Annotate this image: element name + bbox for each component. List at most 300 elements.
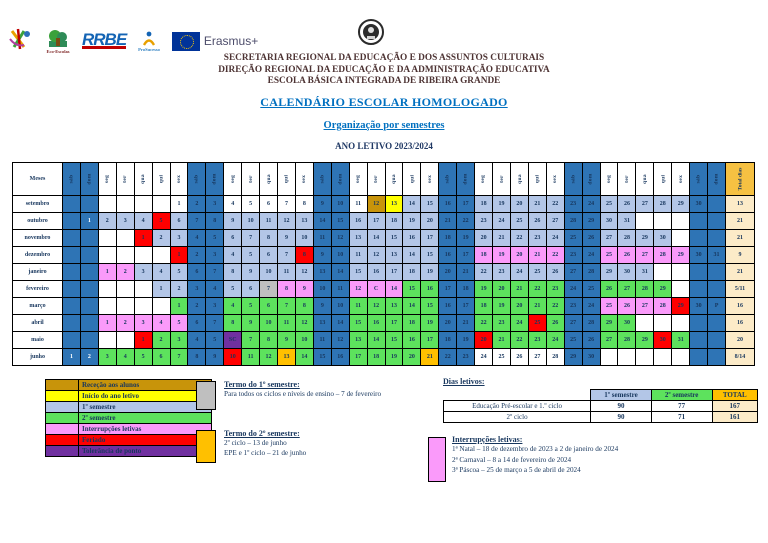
day-cell: 20	[511, 298, 529, 315]
day-cell: 25	[583, 281, 601, 298]
day-cell: 12	[368, 298, 386, 315]
day-cell: 12	[332, 230, 350, 247]
day-cell: 1	[99, 315, 117, 332]
day-cell: 8	[296, 247, 314, 264]
day-cell: 10	[332, 298, 350, 315]
day-cell: 3	[135, 315, 153, 332]
day-cell: 14	[368, 230, 386, 247]
weekday-header-label: sex	[301, 174, 308, 184]
day-cell: 7	[171, 349, 189, 366]
interrupcoes-block	[452, 435, 752, 476]
day-cell: 15	[386, 230, 404, 247]
day-cell: 21	[421, 349, 439, 366]
color-key-swatch	[46, 446, 79, 457]
day-cell: 29	[601, 264, 619, 281]
day-cell: 10	[296, 230, 314, 247]
weekday-header-label: dom	[713, 173, 720, 185]
day-cell: 18	[439, 230, 457, 247]
rrbe-logo: RRBE	[82, 29, 127, 49]
month-label: junho	[13, 349, 63, 366]
day-cell: 11	[350, 247, 368, 264]
dias-letivos-row-1	[444, 401, 758, 412]
weekday-header	[439, 163, 457, 196]
day-cell: C	[368, 281, 386, 298]
meses-header: Meses	[13, 163, 63, 196]
month-label: setembro	[13, 196, 63, 213]
empty-day-cell	[81, 230, 99, 247]
day-cell: 11	[314, 332, 332, 349]
weekday-header	[296, 163, 314, 196]
day-cell: 13	[314, 315, 332, 332]
day-cell: 13	[386, 298, 404, 315]
day-cell: 26	[583, 230, 601, 247]
day-cell: 22	[457, 213, 475, 230]
calendar-grid	[12, 162, 755, 366]
color-key-row	[46, 413, 212, 424]
day-cell: 24	[583, 298, 601, 315]
day-cell: 22	[511, 230, 529, 247]
day-cell: 18	[386, 213, 404, 230]
day-cell: 21	[529, 196, 547, 213]
day-cell: 27	[529, 349, 547, 366]
eco-escolas-icon	[46, 29, 70, 49]
empty-day-cell	[99, 298, 117, 315]
day-cell: 24	[547, 332, 565, 349]
empty-day-cell	[690, 213, 708, 230]
day-cell: 15	[421, 196, 439, 213]
weekday-header	[171, 163, 189, 196]
day-cell: 11	[278, 315, 296, 332]
weekday-header	[350, 163, 368, 196]
day-cell: 3	[99, 349, 117, 366]
day-cell: 6	[224, 230, 242, 247]
dias-letivos-row1-total: 167	[712, 401, 758, 412]
color-key-row	[46, 391, 212, 402]
empty-day-cell	[708, 315, 726, 332]
day-cell: 12	[278, 213, 296, 230]
day-cell: 6	[242, 281, 260, 298]
day-cell: 14	[368, 332, 386, 349]
day-cell: 28	[583, 315, 601, 332]
day-cell: 31	[636, 264, 654, 281]
weekday-header	[242, 163, 260, 196]
weekday-header-label: sex	[175, 174, 182, 184]
weekday-header	[618, 163, 636, 196]
day-cell: 23	[493, 264, 511, 281]
day-cell: 16	[368, 315, 386, 332]
day-cell: 20	[439, 315, 457, 332]
empty-day-cell	[690, 264, 708, 281]
day-cell: 6	[260, 196, 278, 213]
day-cell: 12	[368, 247, 386, 264]
empty-day-cell	[708, 332, 726, 349]
weekday-header	[135, 163, 153, 196]
weekday-header-label: qua	[641, 174, 648, 184]
day-cell: 7	[260, 281, 278, 298]
day-cell: 8	[224, 264, 242, 281]
page-subtitle: Organização por semestres	[323, 119, 445, 131]
day-cell: 13	[314, 264, 332, 281]
termo1-title: Termo do 1º semestre:	[224, 380, 300, 389]
color-key-row	[46, 380, 212, 391]
color-key-swatch	[46, 424, 79, 435]
empty-day-cell	[135, 247, 153, 264]
day-cell: 1	[153, 281, 171, 298]
day-cell: 28	[565, 213, 583, 230]
weekday-header	[565, 163, 583, 196]
day-cell: 14	[332, 315, 350, 332]
day-cell: 24	[583, 247, 601, 264]
day-cell: 25	[529, 315, 547, 332]
day-cell: 17	[350, 349, 368, 366]
day-cell: 6	[188, 264, 206, 281]
day-cell: 17	[421, 230, 439, 247]
interrupcoes-list	[452, 444, 752, 476]
day-cell: 7	[242, 230, 260, 247]
empty-day-cell	[601, 349, 619, 366]
day-cell: 4	[224, 298, 242, 315]
weekday-header-label: sáb	[68, 174, 75, 184]
empty-day-cell	[153, 247, 171, 264]
day-cell: 2	[153, 230, 171, 247]
day-cell: 30	[690, 298, 708, 315]
day-cell: 19	[493, 298, 511, 315]
day-cell: 23	[565, 298, 583, 315]
color-key-label: Tolerância de ponto	[79, 446, 212, 457]
weekday-header-label: qua	[390, 174, 397, 184]
day-cell: 24	[493, 213, 511, 230]
day-cell: 25	[565, 332, 583, 349]
empty-day-cell	[99, 332, 117, 349]
day-cell: 22	[529, 281, 547, 298]
day-cell: 1	[171, 298, 189, 315]
empty-day-cell	[81, 332, 99, 349]
day-cell: 16	[332, 349, 350, 366]
day-cell: 10	[260, 264, 278, 281]
empty-day-cell	[99, 281, 117, 298]
empty-day-cell	[63, 281, 81, 298]
termo1-line: Para todos os ciclos e níveis de ensino – 7 de fevereiro	[224, 390, 382, 398]
dias-letivos-row1-label: Educação Pré-escolar e 1.º ciclo	[444, 401, 591, 412]
day-cell: 5	[171, 264, 189, 281]
day-cell: 5	[242, 298, 260, 315]
day-cell: 20	[475, 332, 493, 349]
day-cell: 7	[206, 315, 224, 332]
day-cell: 29	[672, 247, 690, 264]
day-cell: 10	[242, 213, 260, 230]
empty-day-cell	[81, 281, 99, 298]
day-cell: 24	[583, 196, 601, 213]
weekday-header-label: ter	[623, 175, 630, 183]
termo1-swatch	[196, 381, 216, 410]
day-cell: 28	[618, 230, 636, 247]
empty-day-cell	[672, 213, 690, 230]
month-total-cell: 8/14	[726, 349, 755, 366]
day-cell: 18	[368, 349, 386, 366]
empty-day-cell	[81, 298, 99, 315]
day-cell: 11	[350, 196, 368, 213]
day-cell: 1	[135, 230, 153, 247]
weekday-header	[332, 163, 350, 196]
weekday-header	[511, 163, 529, 196]
day-cell: 22	[547, 247, 565, 264]
empty-day-cell	[708, 349, 726, 366]
day-cell: 26	[618, 247, 636, 264]
interrupcao-item: 2ª Carnaval – 8 a 14 de fevereiro de 2024	[452, 455, 572, 464]
month-label: março	[13, 298, 63, 315]
day-cell: 9	[242, 315, 260, 332]
day-cell: 30	[618, 264, 636, 281]
month-label: abril	[13, 315, 63, 332]
empty-day-cell	[117, 196, 135, 213]
day-cell: 29	[654, 281, 672, 298]
color-key-swatch	[46, 391, 79, 402]
weekday-header	[421, 163, 439, 196]
empty-day-cell	[63, 264, 81, 281]
day-cell: 19	[493, 196, 511, 213]
day-cell: 28	[583, 264, 601, 281]
day-cell: 19	[421, 264, 439, 281]
day-cell: 30	[601, 213, 619, 230]
day-cell: 10	[314, 281, 332, 298]
termo2-line-2: EPE e 1º ciclo – 21 de junho	[224, 449, 307, 457]
empty-day-cell	[672, 349, 690, 366]
day-cell: 30	[690, 196, 708, 213]
weekday-header-label: qui	[408, 174, 415, 184]
day-cell: 4	[206, 281, 224, 298]
empty-day-cell	[636, 315, 654, 332]
weekday-header-label: sáb	[695, 174, 702, 184]
weekday-header	[153, 163, 171, 196]
weekday-header	[386, 163, 404, 196]
day-cell: 29	[672, 298, 690, 315]
empty-day-cell	[63, 332, 81, 349]
empty-day-cell	[708, 281, 726, 298]
day-cell: 31	[672, 332, 690, 349]
color-key-row	[46, 446, 212, 457]
day-cell: 29	[565, 349, 583, 366]
weekday-header	[583, 163, 601, 196]
day-cell: 5	[206, 230, 224, 247]
weekday-header	[314, 163, 332, 196]
empty-day-cell	[63, 247, 81, 264]
weekday-header-label: ter	[122, 175, 129, 183]
empty-day-cell	[708, 230, 726, 247]
day-cell: 26	[583, 332, 601, 349]
dias-letivos-corner	[444, 390, 591, 401]
day-cell: 10	[224, 349, 242, 366]
empty-day-cell	[654, 213, 672, 230]
weekday-header-label: sáb	[570, 174, 577, 184]
dias-letivos-title: Dias letivos:	[443, 377, 485, 386]
day-cell: 27	[636, 247, 654, 264]
day-cell: 21	[457, 315, 475, 332]
dias-letivos-col-total: TOTAL	[712, 390, 758, 401]
day-cell: 26	[511, 349, 529, 366]
day-cell: 23	[547, 281, 565, 298]
month-label: outubro	[13, 213, 63, 230]
day-cell: 14	[296, 349, 314, 366]
empty-day-cell	[117, 247, 135, 264]
day-cell: 13	[386, 247, 404, 264]
day-cell: 19	[421, 315, 439, 332]
weekday-header-label: qui	[283, 174, 290, 184]
empty-day-cell	[63, 213, 81, 230]
page-title: CALENDÁRIO ESCOLAR HOMOLOGADO	[260, 94, 508, 109]
day-cell: 11	[260, 213, 278, 230]
color-key-label: 1º semestre	[79, 402, 212, 413]
day-cell: 17	[421, 332, 439, 349]
day-cell: 26	[618, 196, 636, 213]
termo2-title: Termo do 2º semestre:	[224, 429, 300, 438]
day-cell: 30	[654, 230, 672, 247]
interrupcoes-title: Interrupções letivas:	[452, 435, 523, 444]
day-cell: 25	[565, 230, 583, 247]
day-cell: 26	[547, 315, 565, 332]
day-cell: 30	[654, 332, 672, 349]
empty-day-cell	[117, 332, 135, 349]
day-cell: 23	[475, 213, 493, 230]
day-cell: 27	[547, 213, 565, 230]
day-cell: 16	[403, 230, 421, 247]
day-cell: 19	[386, 349, 404, 366]
day-cell: 19	[457, 230, 475, 247]
dias-letivos-col-sem1: 1º semestre	[591, 390, 652, 401]
month-label: maio	[13, 332, 63, 349]
day-cell: 8	[206, 213, 224, 230]
day-cell: 30	[583, 349, 601, 366]
day-cell: 2	[188, 196, 206, 213]
day-cell: 23	[457, 349, 475, 366]
day-cell: 28	[618, 332, 636, 349]
empty-day-cell	[81, 247, 99, 264]
dias-letivos-row2-total: 161	[712, 412, 758, 423]
color-key-swatch	[46, 435, 79, 446]
day-cell: 19	[457, 332, 475, 349]
color-key-label: Início do ano letivo	[79, 391, 212, 402]
day-cell: 29	[601, 315, 619, 332]
weekday-header	[81, 163, 99, 196]
empty-day-cell	[63, 298, 81, 315]
day-cell: 23	[529, 230, 547, 247]
weekday-header	[708, 163, 726, 196]
day-cell: 8	[296, 298, 314, 315]
day-cell: 5	[171, 315, 189, 332]
day-cell: 25	[493, 349, 511, 366]
weekday-header-label: ter	[373, 175, 380, 183]
day-cell: 10	[296, 332, 314, 349]
day-cell: 18	[439, 332, 457, 349]
day-cell: 21	[493, 332, 511, 349]
day-cell: 27	[565, 264, 583, 281]
empty-day-cell	[690, 230, 708, 247]
day-cell: 18	[403, 264, 421, 281]
day-cell: 24	[511, 264, 529, 281]
weekday-header-label: sex	[552, 174, 559, 184]
weekday-header	[278, 163, 296, 196]
day-cell: 30	[690, 247, 708, 264]
day-cell: 2	[188, 247, 206, 264]
day-cell: 28	[654, 196, 672, 213]
erasmus-logo	[172, 32, 258, 51]
day-cell: 19	[475, 281, 493, 298]
color-key-row	[46, 402, 212, 413]
color-key-label: Feriado	[79, 435, 212, 446]
day-cell: 26	[547, 264, 565, 281]
color-key-swatch	[46, 380, 79, 391]
day-cell: 16	[439, 298, 457, 315]
empty-day-cell	[690, 315, 708, 332]
day-cell: 25	[601, 247, 619, 264]
day-cell: 28	[654, 298, 672, 315]
weekday-header-label: seg	[355, 174, 362, 184]
interrupcao-item: 3ª Páscoa – 25 de março a 5 de abril de 2024	[452, 466, 581, 474]
empty-day-cell	[708, 196, 726, 213]
day-cell: 7	[242, 332, 260, 349]
day-cell: 29	[636, 230, 654, 247]
day-cell: 5	[242, 196, 260, 213]
day-cell: 20	[439, 264, 457, 281]
month-total-cell: 21	[726, 213, 755, 230]
day-cell: 14	[403, 196, 421, 213]
day-cell: 12	[260, 349, 278, 366]
day-cell: 5	[206, 332, 224, 349]
day-cell: 23	[529, 332, 547, 349]
day-cell: 9	[296, 281, 314, 298]
day-cell: 1	[171, 196, 189, 213]
empty-day-cell	[636, 213, 654, 230]
month-total-cell: 13	[726, 196, 755, 213]
day-cell: 15	[314, 349, 332, 366]
empty-day-cell	[153, 196, 171, 213]
weekday-header-label: seg	[606, 174, 613, 184]
day-cell: 21	[457, 264, 475, 281]
erasmus-label: Erasmus+	[203, 34, 259, 48]
empty-day-cell	[63, 230, 81, 247]
weekday-header-label: qui	[158, 174, 165, 184]
interrupcoes-swatch	[428, 437, 446, 482]
day-cell: 18	[475, 298, 493, 315]
day-cell: 21	[511, 281, 529, 298]
day-cell: 12	[332, 332, 350, 349]
day-cell: 25	[529, 264, 547, 281]
day-cell: 3	[171, 230, 189, 247]
day-cell: 29	[636, 332, 654, 349]
weekday-header-label: ter	[498, 175, 505, 183]
day-cell: 22	[475, 315, 493, 332]
day-cell: 8	[260, 230, 278, 247]
day-cell: 21	[493, 230, 511, 247]
day-cell: 19	[403, 213, 421, 230]
document-header	[0, 53, 768, 151]
month-total-cell: 21	[726, 230, 755, 247]
day-cell: 22	[511, 332, 529, 349]
total-dias-header	[726, 163, 755, 196]
day-cell: 26	[529, 213, 547, 230]
day-cell: 15	[350, 315, 368, 332]
day-cell: 11	[314, 230, 332, 247]
weekday-header	[260, 163, 278, 196]
day-cell: 17	[386, 264, 404, 281]
empty-day-cell	[99, 230, 117, 247]
day-cell: 11	[332, 281, 350, 298]
day-cell: 4	[188, 230, 206, 247]
day-cell: 6	[153, 349, 171, 366]
day-cell: 9	[242, 264, 260, 281]
color-key-row	[46, 435, 212, 446]
day-cell: 3	[206, 298, 224, 315]
day-cell: 20	[403, 349, 421, 366]
